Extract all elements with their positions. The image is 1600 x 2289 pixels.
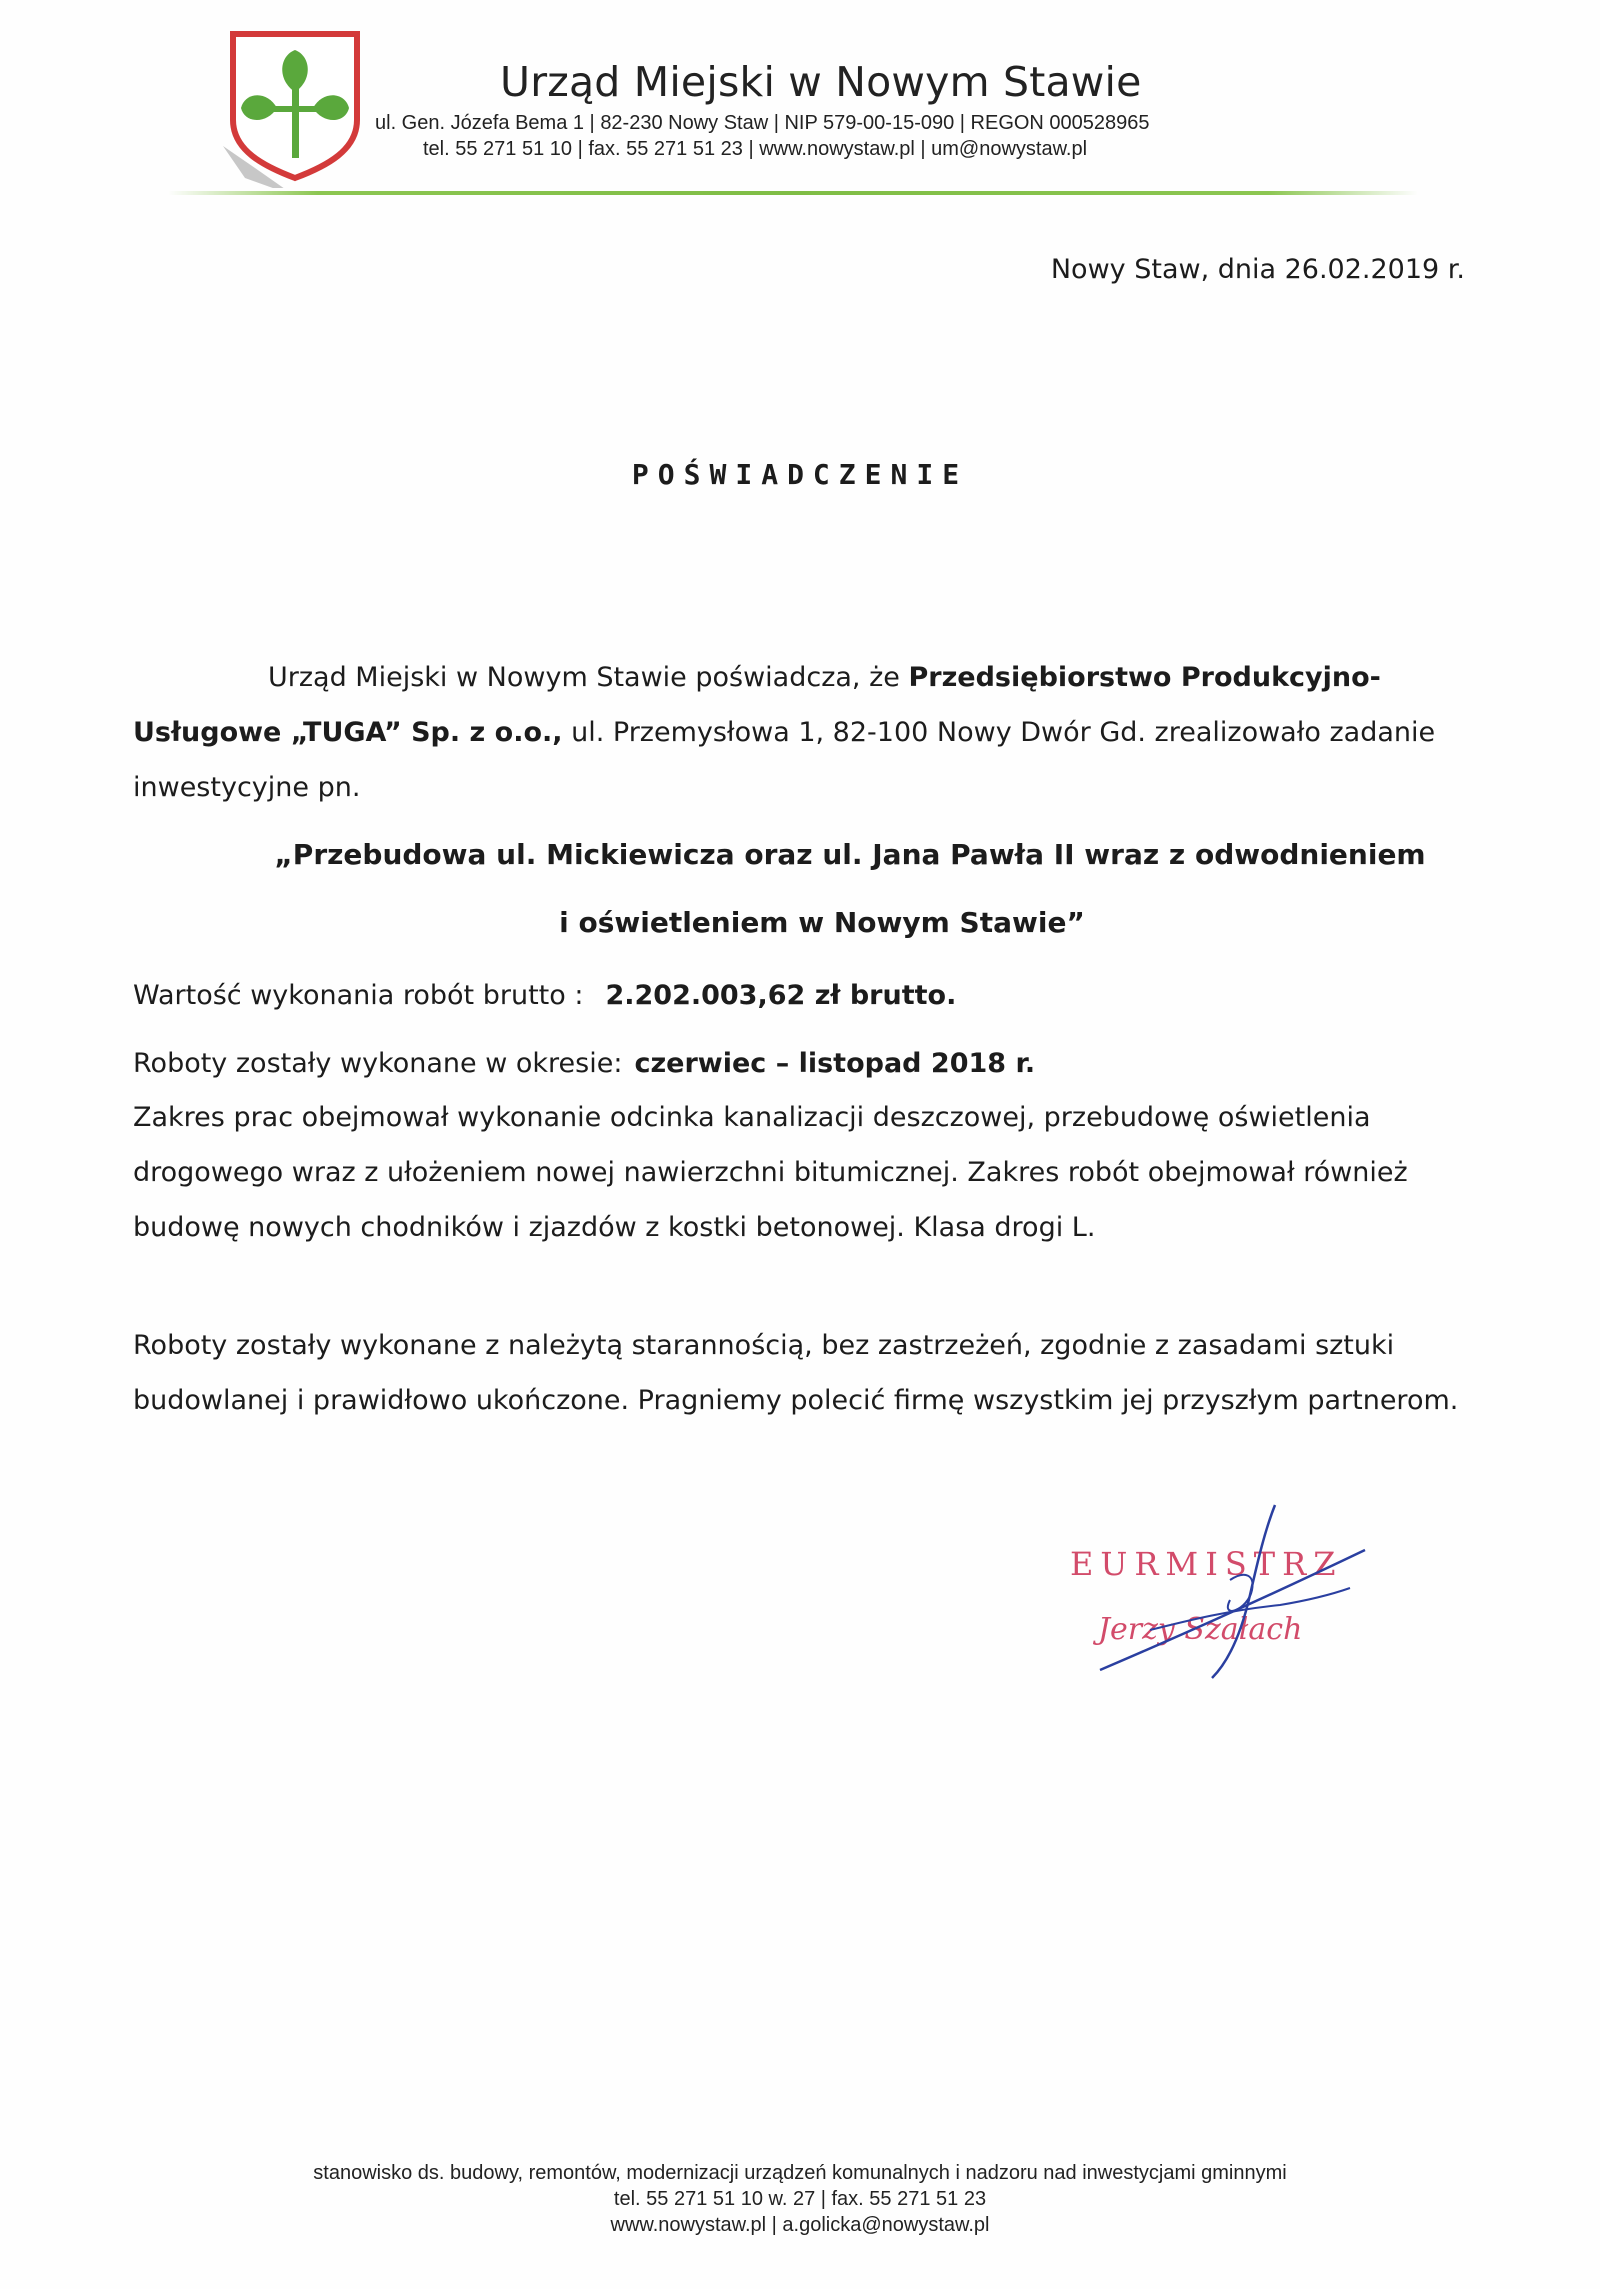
letterhead-divider <box>168 191 1418 195</box>
paragraph-text: inwestycyjne pn. <box>133 772 361 803</box>
office-name: Urząd Miejski w Nowym Stawie <box>500 58 1142 106</box>
company-address: ul. Przemysłowa 1, 82-100 Nowy Dwór Gd. zrealizowało zadanie <box>562 717 1436 748</box>
company-name: Przedsiębiorstwo Produkcyjno- <box>908 662 1381 693</box>
period-label: Roboty zostały wykonane w okresie: <box>133 1048 623 1079</box>
scope-line: Zakres prac obejmował wykonanie odcinka kanalizacji deszczowej, przebudowę oświetlenia <box>133 1102 1371 1133</box>
company-name-cont: Usługowe „TUGA” Sp. z o.o., <box>133 717 563 748</box>
certification-paragraph <box>133 650 1483 815</box>
value-label: Wartość wykonania robót brutto : <box>133 980 584 1011</box>
footer-department: stanowisko ds. budowy, remontów, modernizacji urządzeń komunalnych i nadzoru nad inwestycjami gminnymi <box>313 2162 1287 2184</box>
closing-line: Roboty zostały wykonane z należytą starannością, bez zastrzeżeń, zgodnie z zasadami sztuki <box>133 1330 1395 1361</box>
mayor-stamp-name: Jerzy Szałach <box>1098 1612 1303 1647</box>
mayor-stamp-title: EURMISTRZ <box>1070 1545 1343 1583</box>
paragraph-text: Urząd Miejski w Nowym Stawie poświadcza, że <box>268 662 909 693</box>
footer-phone: tel. 55 271 51 10 w. 27 | fax. 55 271 51 23 <box>613 2188 987 2210</box>
handwritten-signature <box>1080 1500 1400 1700</box>
office-contact: tel. 55 271 51 10 | fax. 55 271 51 23 | www.nowystaw.pl | um@nowystaw.pl <box>423 138 1088 160</box>
value-amount: 2.202.003,62 zł brutto. <box>605 980 957 1011</box>
project-title-line1: „Przebudowa ul. Mickiewicza oraz ul. Jana Pawła II wraz z odwodnieniem <box>274 838 1426 871</box>
work-period <box>133 1036 1483 1091</box>
scope-line: drogowego wraz z ułożeniem nowej nawierzchni bitumicznej. Zakres robót obejmował również <box>133 1157 1408 1188</box>
coat-of-arms-icon <box>215 28 375 188</box>
document-title: POŚWIADCZENIE <box>631 458 969 491</box>
closing-line: budowlanej i prawidłowo ukończone. Pragniemy polecić firmę wszystkim jej przyszłym partnerom. <box>133 1385 1459 1416</box>
period-value: czerwiec – listopad 2018 r. <box>634 1048 1036 1079</box>
office-address: ul. Gen. Józefa Bema 1 | 82-230 Nowy Staw | NIP 579-00-15-090 | REGON 000528965 <box>375 112 1150 134</box>
scope-paragraph <box>133 1090 1483 1255</box>
project-title-line2: i oświetleniem w Nowym Stawie” <box>559 906 1085 939</box>
document-date: Nowy Staw, dnia 26.02.2019 r. <box>1050 254 1465 285</box>
closing-paragraph <box>133 1318 1483 1428</box>
footer <box>0 2160 1600 2238</box>
scope-line: budowę nowych chodników i zjazdów z kostki betonowej. Klasa drogi L. <box>133 1212 1096 1243</box>
footer-contact: www.nowystaw.pl | a.golicka@nowystaw.pl <box>610 2214 990 2236</box>
contract-value <box>133 968 1483 1023</box>
